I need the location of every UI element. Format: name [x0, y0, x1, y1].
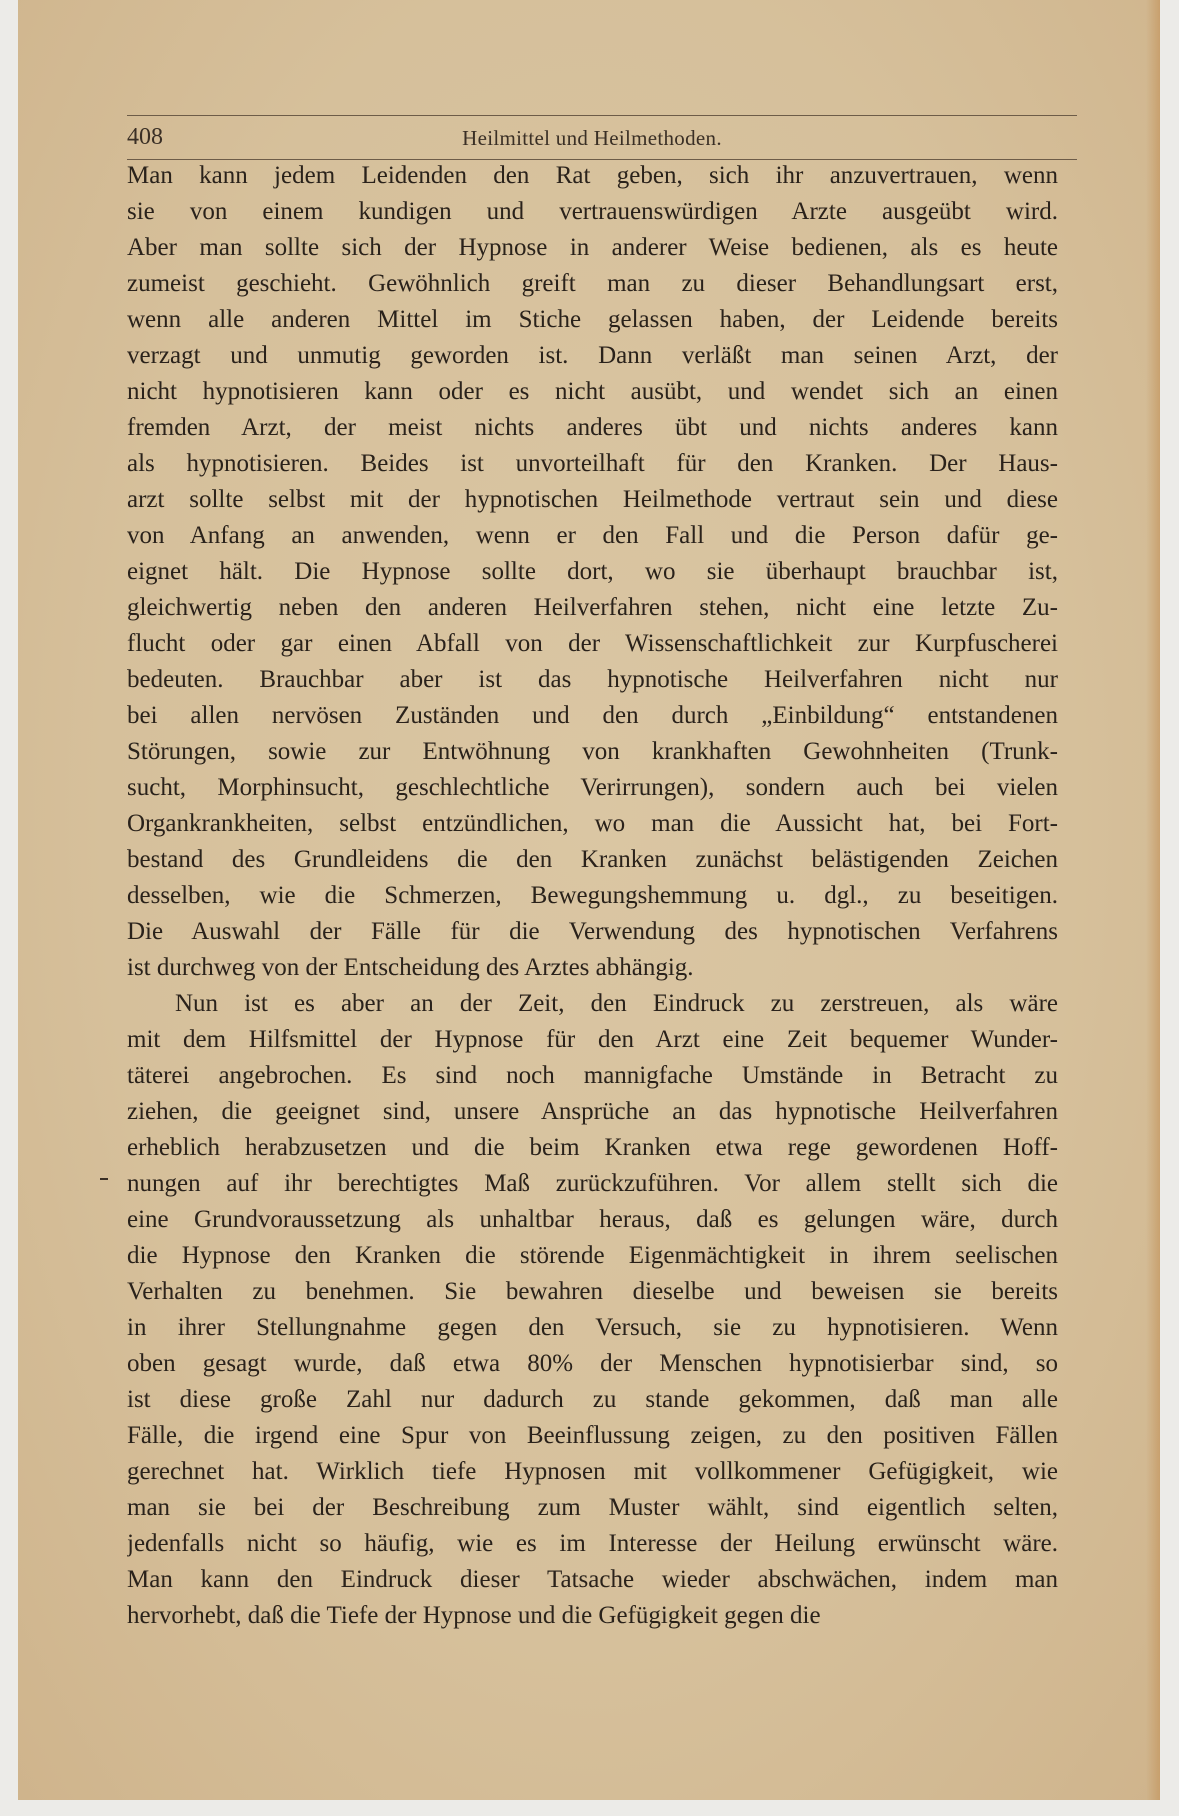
- text-line: ziehen, die geeignet sind, unsere Ansprüche an das hypnotische Heilverfahren: [127, 1098, 1058, 1125]
- text-line: nicht hypnotisieren kann oder es nicht ausübt, und wendet sich an einen: [127, 378, 1058, 405]
- text-line: von Anfang an anwenden, wenn er den Fall und die Person dafür ge-: [127, 522, 1058, 549]
- text-line: sie von einem kundigen und vertrauenswürdigen Arzte ausgeübt wird.: [127, 198, 1058, 225]
- text-line: Störungen, sowie zur Entwöhnung von krankhaften Gewohnheiten (Trunk-: [127, 738, 1058, 765]
- text-line: sucht, Morphinsucht, geschlechtliche Verirrungen), sondern auch bei vielen: [127, 774, 1058, 801]
- body-text: [127, 158, 1058, 1634]
- page-edge-shadow: [1146, 0, 1160, 1800]
- page-number: 408: [127, 124, 163, 150]
- text-line: mit dem Hilfsmittel der Hypnose für den Arzt eine Zeit bequemer Wunder-: [127, 1026, 1058, 1053]
- text-line: man sie bei der Beschreibung zum Muster wählt, sind eigentlich selten,: [127, 1494, 1058, 1521]
- text-line: Aber man sollte sich der Hypnose in anderer Weise bedienen, als es heute: [127, 234, 1058, 261]
- text-line: wenn alle anderen Mittel im Stiche gelassen haben, der Leidende bereits: [127, 306, 1058, 333]
- text-line: oben gesagt wurde, daß etwa 80% der Menschen hypnotisierbar sind, so: [127, 1350, 1058, 1377]
- header-top-rule: [127, 115, 1077, 116]
- margin-mark: [100, 1178, 108, 1180]
- text-line: erheblich herabzusetzen und die beim Kranken etwa rege gewordenen Hoff-: [127, 1134, 1058, 1161]
- text-line: Man kann jedem Leidenden den Rat geben, sich ihr anzuvertrauen, wenn: [127, 162, 1058, 189]
- book-page: [18, 0, 1160, 1800]
- running-title: Heilmittel und Heilmethoden.: [462, 126, 722, 150]
- text-line: Man kann den Eindruck dieser Tatsache wieder abschwächen, indem man: [127, 1566, 1058, 1593]
- text-line: Verhalten zu benehmen. Sie bewahren dieselbe und beweisen sie bereits: [127, 1278, 1058, 1305]
- text-line: eine Grundvoraussetzung als unhaltbar heraus, daß es gelungen wäre, durch: [127, 1206, 1058, 1233]
- text-line: die Hypnose den Kranken die störende Eigenmächtigkeit in ihrem seelischen: [127, 1242, 1058, 1269]
- text-line: bestand des Grundleidens die den Kranken zunächst belästigenden Zeichen: [127, 846, 1058, 873]
- text-line: gleichwertig neben den anderen Heilverfahren stehen, nicht eine letzte Zu-: [127, 594, 1058, 621]
- text-line: eignet hält. Die Hypnose sollte dort, wo sie überhaupt brauchbar ist,: [127, 558, 1058, 585]
- text-line: verzagt und unmutig geworden ist. Dann verläßt man seinen Arzt, der: [127, 342, 1058, 369]
- text-line: ist diese große Zahl nur dadurch zu stande gekommen, daß man alle: [127, 1386, 1058, 1413]
- text-line: fremden Arzt, der meist nichts anderes übt und nichts anderes kann: [127, 414, 1058, 441]
- text-line: flucht oder gar einen Abfall von der Wissenschaftlichkeit zur Kurpfuscherei: [127, 630, 1058, 657]
- text-line: Organkrankheiten, selbst entzündlichen, wo man die Aussicht hat, bei Fort-: [127, 810, 1058, 837]
- running-header: [127, 124, 1057, 154]
- text-line: gerechnet hat. Wirklich tiefe Hypnosen mit vollkommener Gefügigkeit, wie: [127, 1458, 1058, 1485]
- text-line: ist durchweg von der Entscheidung des Arztes abhängig.: [127, 954, 694, 981]
- text-line: als hypnotisieren. Beides ist unvorteilhaft für den Kranken. Der Haus-: [127, 450, 1058, 477]
- text-line: Die Auswahl der Fälle für die Verwendung des hypnotischen Verfahrens: [127, 918, 1058, 945]
- text-line: bei allen nervösen Zuständen und den durch „Einbildung“ entstandenen: [127, 702, 1058, 729]
- text-line: zumeist geschieht. Gewöhnlich greift man zu dieser Behandlungsart erst,: [127, 270, 1058, 297]
- text-line: desselben, wie die Schmerzen, Bewegungshemmung u. dgl., zu beseitigen.: [127, 882, 1058, 909]
- text-line: täterei angebrochen. Es sind noch mannigfache Umstände in Betracht zu: [127, 1062, 1058, 1089]
- text-line: Fälle, die irgend eine Spur von Beeinflussung zeigen, zu den positiven Fällen: [127, 1422, 1058, 1449]
- text-line: Nun ist es aber an der Zeit, den Eindruck zu zerstreuen, als wäre: [175, 990, 1058, 1017]
- text-line: arzt sollte selbst mit der hypnotischen Heilmethode vertraut sein und diese: [127, 486, 1058, 513]
- text-line: in ihrer Stellungnahme gegen den Versuch, sie zu hypnotisieren. Wenn: [127, 1314, 1058, 1341]
- text-line: jedenfalls nicht so häufig, wie es im Interesse der Heilung erwünscht wäre.: [127, 1530, 1058, 1557]
- text-line: nungen auf ihr berechtigtes Maß zurückzuführen. Vor allem stellt sich die: [127, 1170, 1058, 1197]
- text-line: hervorhebt, daß die Tiefe der Hypnose und die Gefügigkeit gegen die: [127, 1602, 821, 1629]
- text-line: bedeuten. Brauchbar aber ist das hypnotische Heilverfahren nicht nur: [127, 666, 1058, 693]
